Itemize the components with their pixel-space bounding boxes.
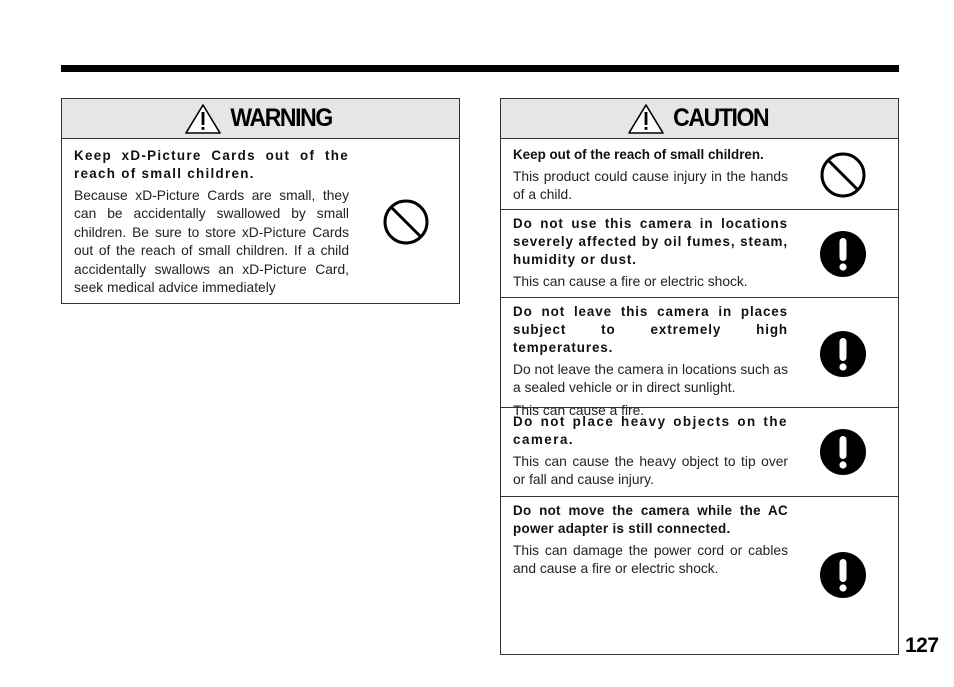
caution-item-body: Do not leave the camera in locations such as a sealed vehicle or in direct sunlight. [513,362,788,396]
warning-item [62,139,459,304]
caution-item [501,497,898,655]
warning-title: WARNING [230,104,333,132]
caution-header [501,99,898,139]
warning-item-body: Because xD-Picture Cards are small, they can be accidentally swallowed by small children. Be sure to store xD-Picture Cards out of the reach of small children. If a child accidentally swallows an xD-Picture Card, seek medical advice immediately [74,188,349,296]
prohibition-icon [382,198,430,246]
mandatory-action-icon [819,428,867,476]
caution-item-heading: Do not move the camera while the AC power adapter is still connected. [513,503,788,536]
caution-item-body: This can cause a fire. [513,402,645,418]
caution-item-body: This can damage the power cord or cables and cause a fire or electric shock. [513,543,788,577]
caution-item-heading: Do not place heavy objects on the camera. [513,414,788,447]
caution-item-body: This product could cause injury in the hands of a child. [513,169,788,203]
page-number: 127 [905,634,939,657]
warning-header [62,99,459,139]
caution-item-body: This can cause the heavy object to tip over or fall and cause injury. [513,454,788,488]
prohibition-icon [819,151,867,199]
caution-box [500,98,899,655]
caution-item-body: This can cause a fire or electric shock. [513,274,748,289]
mandatory-action-icon [819,551,867,599]
caution-item-heading: Do not use this camera in locations severely affected by oil fumes, steam, humidity or dust. [513,216,788,267]
warning-triangle-icon [184,103,222,135]
caution-triangle-icon [627,103,665,135]
caution-item [501,210,898,298]
mandatory-action-icon [819,230,867,278]
caution-title: CAUTION [672,104,769,132]
caution-item-heading: Do not leave this camera in places subject to extremely high temperatures. [513,304,788,355]
caution-item [501,298,898,418]
warning-box [61,98,460,304]
mandatory-action-icon [819,330,867,378]
top-rule [61,65,899,72]
warning-item-heading: Keep xD-Picture Cards out of the reach of small children. [74,148,349,181]
caution-item-heading: Keep out of the reach of small children. [513,147,764,162]
caution-item [501,139,898,210]
caution-item [501,408,898,497]
